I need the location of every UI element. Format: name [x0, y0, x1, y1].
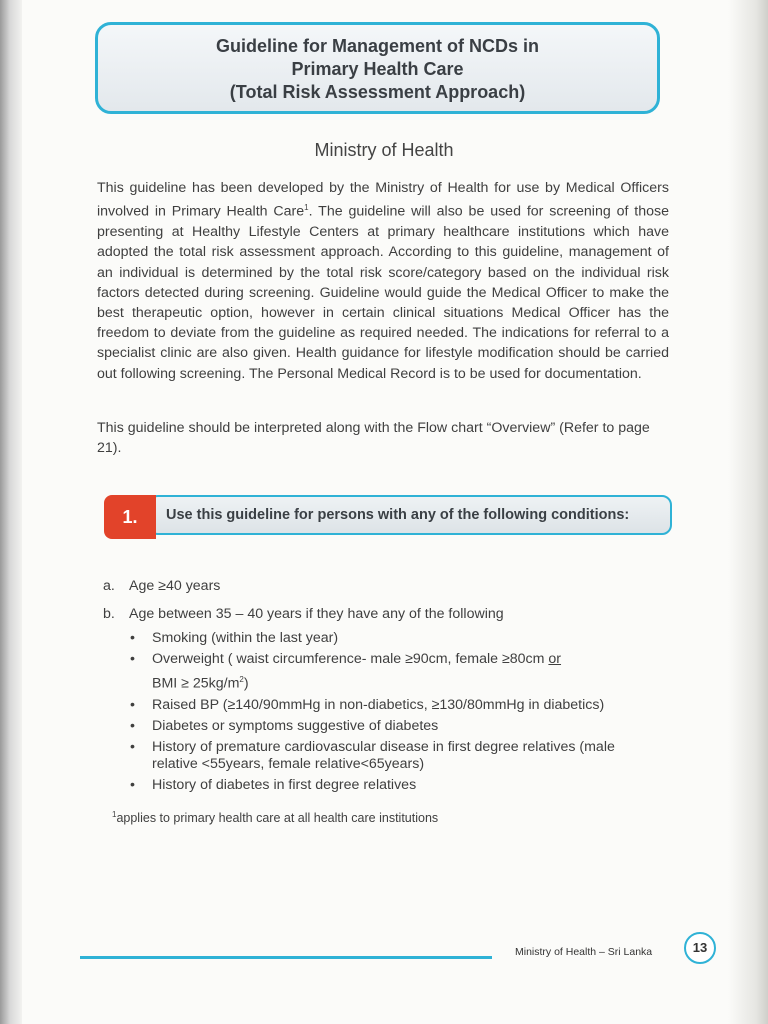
bullet-item-overweight — [128, 651, 658, 693]
ministry-heading: Ministry of Health — [314, 140, 454, 160]
bullet-text-cvd-line1: History of premature cardiovascular disease in first degree relatives (male — [152, 738, 615, 755]
overweight-criteria: Overweight ( waist circumference- male ≥90cm, female ≥80cm — [152, 651, 549, 667]
bullet-item-cvd-history — [128, 739, 658, 773]
title-line-2: Primary Health Care — [291, 59, 464, 79]
bullet-dot: • — [130, 651, 135, 667]
bullet-item-raised-bp — [128, 697, 658, 714]
footnote-marker: 1 — [112, 810, 117, 819]
title-line-3: (Total Risk Assessment Approach) — [229, 82, 526, 102]
list-text-b: Age between 35 – 40 years if they have any of the following — [129, 606, 504, 622]
bullet-text-overweight-line2 — [152, 671, 658, 693]
bullet-text-smoking: Smoking (within the last year) — [152, 630, 339, 646]
bullet-dot: • — [130, 630, 135, 646]
bullet-text-overweight-line1 — [152, 651, 658, 668]
footer-ministry-text: Ministry of Health – Sri Lanka — [515, 946, 653, 958]
bullet-dot: • — [130, 696, 135, 713]
page-number-badge: 13 — [684, 932, 716, 964]
bmi-superscript: 2 — [239, 675, 244, 684]
bullet-dot: • — [130, 776, 135, 793]
bmi-close: ) — [243, 675, 249, 692]
intro-text-part1: This guideline has been developed by the Ministry of Health for use by Medical Officers involved in Primary Health Care — [97, 180, 669, 220]
bullet-item-smoking — [128, 630, 658, 647]
list-text-a: Age ≥40 years — [129, 578, 221, 594]
bullet-text-family-diabetes: History of diabetes in first degree relatives — [152, 776, 417, 793]
section-title: Use this guideline for persons with any of the following conditions: — [166, 507, 630, 523]
section-number-badge: 1. — [104, 495, 156, 539]
list-marker-a: a. — [103, 578, 115, 594]
footer-divider — [80, 956, 492, 959]
bullet-text-cvd-line2: relative <55years, female relative<65years) — [152, 755, 425, 772]
bullet-text-diabetes: Diabetes or symptoms suggestive of diabetes — [152, 717, 439, 734]
list-item-a — [103, 578, 220, 594]
bmi-criteria: BMI ≥ 25kg/m — [152, 675, 240, 692]
overweight-or: or — [548, 651, 562, 667]
condition-bullet-list — [128, 630, 658, 798]
title-line-1: Guideline for Management of NCDs in — [215, 36, 540, 56]
footnote — [112, 810, 438, 825]
bullet-item-family-diabetes — [128, 777, 658, 794]
bullet-dot: • — [130, 738, 135, 755]
bullet-item-diabetes — [128, 718, 658, 735]
list-marker-b: b. — [103, 606, 115, 622]
bullet-dot: • — [130, 717, 135, 734]
document-title-box — [95, 22, 660, 114]
footnote-text: applies to primary health care at all health care institutions — [116, 811, 439, 826]
section-1-header — [104, 495, 672, 539]
intro-paragraph — [97, 178, 669, 384]
footnote-ref: 1 — [304, 203, 309, 213]
flowchart-note-paragraph: This guideline should be interpreted along with the Flow chart “Overview” (Refer to page 21). — [97, 420, 650, 457]
list-item-b — [103, 606, 504, 622]
intro-text-part2: . The guideline will also be used for screening of those presenting at Healthy Lifestyle Centers at primary healthcare institutions which have adopted the total risk assessment approach. According to this guideline, management of an individual is determined by the total risk score/category based on the individual risk factors detected during screening. Guideline would guide the Medical Officer to make the best therapeutic option, however in certain clinical situations Medical Officer has the freedom to deviate from the guideline as required needed. The indications for referral to a specialist clinic are also given. Health guidance for lifestyle modification should be carried out following screening. The Personal Medical Record is to be used for documentation. — [97, 203, 669, 382]
bullet-text-raised-bp: Raised BP (≥140/90mmHg in non-diabetics, ≥130/80mmHg in diabetics) — [152, 696, 605, 713]
